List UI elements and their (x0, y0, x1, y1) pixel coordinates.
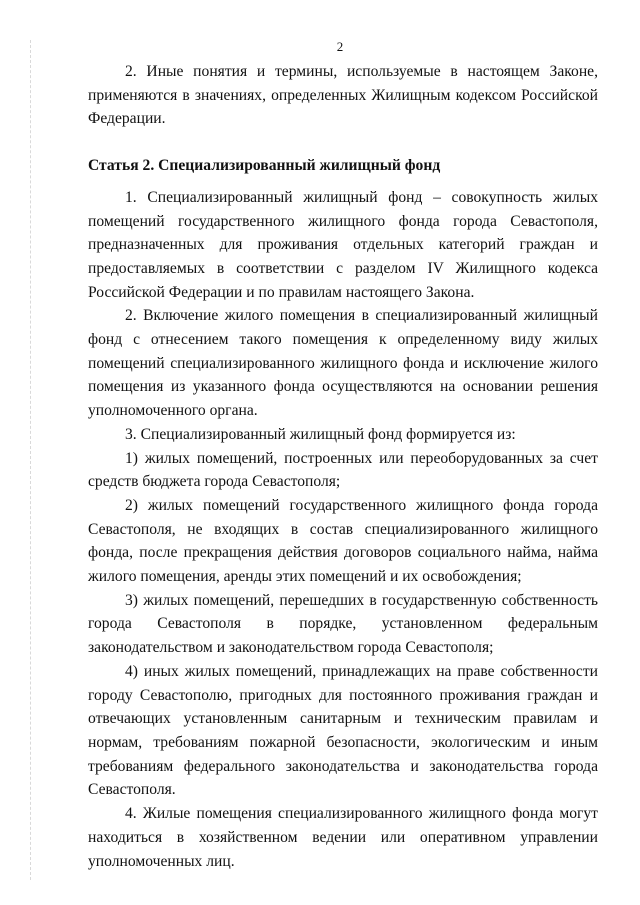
list-item-4: 4) иных жилых помещений, принадлежащих на праве собственности городу Севастополю, пригодных для постоянного проживания граждан и отвечающих установленным санитарным и техническим правилам и нормам, требованиям пожарной безопасности, экологическим и иным требованиям федерального законодательства и законодательства города Севастополя. (88, 662, 598, 799)
list-item-3: 3) жилых помещений, перешедших в государственную собственность города Севастополя в порядке, установленном федеральным законодательством и законодательством города Севастополя; (88, 591, 598, 657)
list-item-1: 1) жилых помещений, построенных или переоборудованных за счет средств бюджета города Севастополя; (88, 449, 598, 491)
scan-margin-line (30, 40, 31, 880)
paragraph-1: 1. Специализированный жилищный фонд – совокупность жилых помещений государственного жилищного фонда города Севастополя, предназначенных для проживания отдельных категорий граждан и предоставляемых в соответствии с разделом IV Жилищного кодекса Российской Федерации и по правилам настоящего Закона. (88, 188, 598, 301)
list-item-2: 2) жилых помещений государственного жилищного фонда города Севастополя, не входящих в состав специализированного жилищного фонда, после прекращения действия договоров социального найма, найма жилого помещения, аренды этих помещений и их освобождения; (88, 496, 598, 586)
paragraph-2: 2. Включение жилого помещения в специализированный жилищный фонд с отнесением такого помещения к определенному виду жилых помещений специализированного жилищного фонда и исключение жилого помещения из указанного фонда осуществляются на основании решения уполномоченного органа. (88, 307, 598, 420)
paragraph-4: 4. Жилые помещения специализированного жилищного фонда могут находиться в хозяйственном ведении или оперативном управлении уполномоченных лиц. (88, 805, 598, 870)
page-number: 2 (336, 39, 344, 54)
article-heading: Статья 2. Специализированный жилищный фонд (88, 157, 441, 175)
document-body (88, 60, 598, 873)
paragraph-terms: 2. Иные понятия и термины, используемые в настоящем Законе, применяются в значениях, определенных Жилищным кодексом Российской Федерации. (88, 63, 598, 128)
paragraph-3: 3. Специализированный жилищный фонд формируется из: (125, 425, 516, 443)
